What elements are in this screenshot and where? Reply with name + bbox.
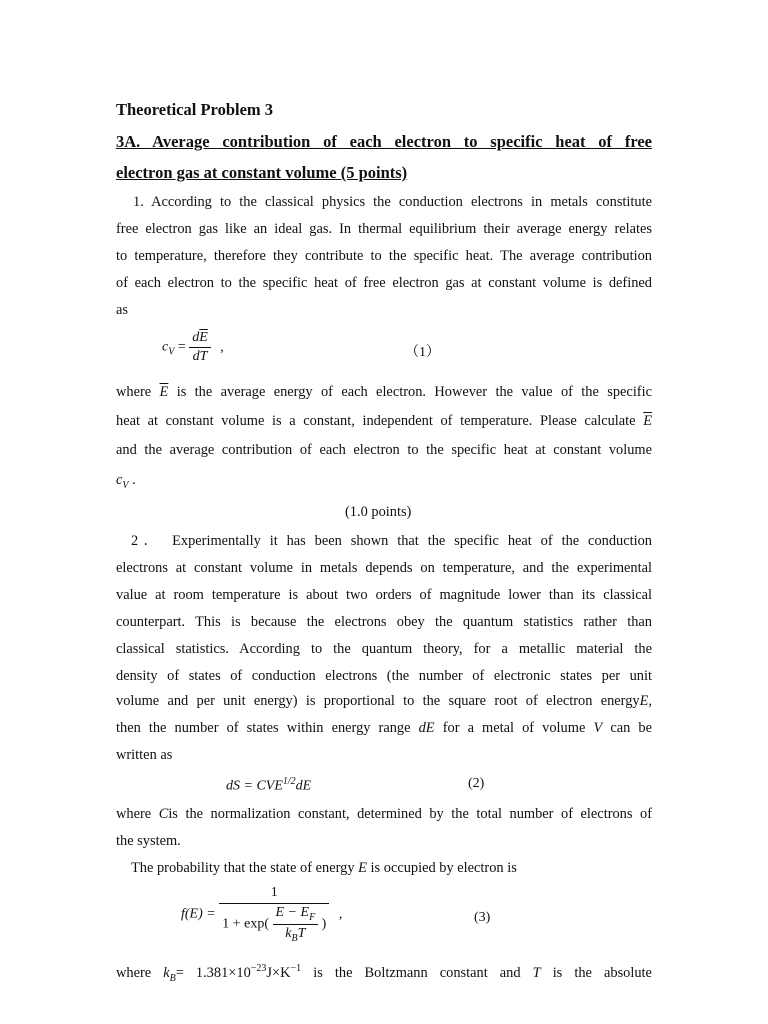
eq3-fraction [219,885,329,944]
eq1-numerator-e: $\overline{E}$ [199,330,208,345]
eq3-comma: , [338,906,343,922]
p1b-e-bar-1: $\overline{E}$ [159,384,169,400]
paragraph-1-line-1: 1. According to the classical physics the conduction electrons in metals constitute [133,194,652,210]
paragraph-2-line-6: density of states of conduction electrons (the number of electronic states per unit [116,668,652,684]
paragraph-1-line-3: to temperature, therefore they contribute to the specific heat. The average contribution [116,248,652,264]
p1b-period: . [132,472,136,488]
paragraph-2-line-3: value at room temperature is about two orders of magnitude lower than its classical [116,587,652,603]
p3-c: C [158,806,169,822]
eq3-numerator: 1 [219,885,329,904]
p2-line-7-text: volume and per unit energy) is proportional to the square root of electron energy [116,693,640,709]
p4-kb-k: k [163,964,170,981]
points-label: (1.0 points) [345,504,412,520]
equation-1-number: （1） [405,345,440,360]
p1b-e-bar-2: $\overline{E}$ [643,413,652,429]
p4-kb-value: = 1.381×10 [175,964,251,981]
equation-3-number: (3) [474,910,491,925]
eq3-inner-fraction [273,905,319,944]
equation-3 [181,885,342,944]
eq1-comma: , [220,339,224,355]
eq2-exponent: 1/2 [282,776,296,787]
p2-line-8-de: dE [418,720,435,736]
p2-line-7-e: E [639,693,649,709]
paragraph-2-line-5: classical statistics. According to the quantum theory, for a metallic material the [116,641,652,657]
eq3-inner-numerator [273,905,319,925]
eq3-inner-den-t: T [297,925,306,941]
paragraph-1b-line-1 [116,383,652,401]
paragraph-2-line-9: written as [116,747,173,763]
p1b-where: where [116,384,152,400]
p4-kb-sub: B [169,972,176,984]
paragraph-1b-line-2 [116,412,652,430]
paragraph-4-line-1 [116,960,652,988]
eq3-inner-denominator [273,925,319,944]
p1b-cv-sub: V [122,479,129,491]
p4-where: where [116,964,152,981]
eq2-text-b: dE [295,778,312,794]
equation-1: $c_V$ = $\frac{d\overline{E}}{dT}$ , [162,330,224,364]
section-title-line-1: 3A. Average contribution of each electron to specific heat of free [116,132,652,151]
p4-text-b: is the absolute [552,964,652,981]
paragraph-2-line-4: counterpart. This is because the electrons obey the quantum statistics rather than [116,614,652,630]
p1b-line-2-text: heat at constant volume is a constant, independent of temperature. Please calculate [116,413,636,429]
p2-line-8-text-a: then the number of states within energy range [116,720,411,736]
p1b-cv: c [116,472,123,488]
eq1-denominator: dT [192,349,208,364]
eq1-fraction [189,330,211,365]
p4-kb-exponent: −23 [250,963,267,974]
eq1-lhs-sub: V [168,346,175,358]
paragraph-2-line-2: electrons at constant volume in metals depends on temperature, and the experimental [116,560,652,576]
eq3-inner-num-text: E − E [275,905,310,920]
p4-kb-unit-exponent: −1 [290,963,302,974]
eq3-den-b: ) [321,916,327,932]
eq1-lhs: c [162,339,169,355]
p4-t: T [532,964,541,981]
eq2-text-a: dS = CVE [226,778,283,794]
eq3-inner-den-sub: B [291,932,298,944]
paragraph-3-line-2: the system. [116,833,181,849]
p3-line-3-text-a: The probability that the state of energy [131,860,355,876]
paragraph-1-line-2: free electron gas like an ideal gas. In thermal equilibrium their average energy relates [116,221,652,237]
p3-line-1-text: is the normalization constant, determined by the total number of electrons of [168,806,652,822]
equation-2-number: (2) [468,776,485,791]
paragraph-3-line-3 [131,859,667,877]
eq1-numerator: $d\overline{E}$ [189,330,211,348]
p4-text-a: is the Boltzmann constant and [313,964,521,981]
equation-2 [226,776,311,795]
p4-kb [163,963,302,984]
p3-e: E [358,860,367,876]
eq3-lhs: f(E) = [181,906,216,922]
eq3-denominator [219,904,329,944]
eq3-inner-num-sub: F [309,911,316,923]
paragraph-2-line-7 [116,692,652,710]
paragraph-2-line-8 [116,719,652,737]
paragraph-3-line-1 [116,805,652,823]
p1b-line-1-text: is the average energy of each electron. However the value of the specific [176,384,652,400]
section-title-line-2: electron gas at constant volume (5 points) [116,163,408,182]
p4-kb-unit: J×K [266,964,291,981]
paragraph-1-line-5: as [116,302,128,318]
p3-line-3-text-b: is occupied by electron is [370,860,517,876]
eq3-inner-den-k: k [285,925,292,941]
paragraph-1b-line-4 [116,471,652,495]
paragraph-2-line-1: 2． Experimentally it has been shown that the specific heat of the conduction [131,533,652,549]
p3-where: where [116,806,152,822]
problem-heading: Theoretical Problem 3 [116,100,274,119]
paragraph-1b-line-3: and the average contribution of each electron to the specific heat at constant volume [116,442,652,458]
paragraph-1-line-4: of each electron to the specific heat of free electron gas at constant volume is defined [116,275,652,291]
p2-line-8-text-b: for a metal of volume [442,720,586,736]
eq3-den-a: 1 + exp( [222,916,269,932]
p2-line-8-v: V [593,720,603,736]
p2-line-7-comma: , [648,693,652,709]
p2-line-8-text-c: can be [610,720,652,736]
